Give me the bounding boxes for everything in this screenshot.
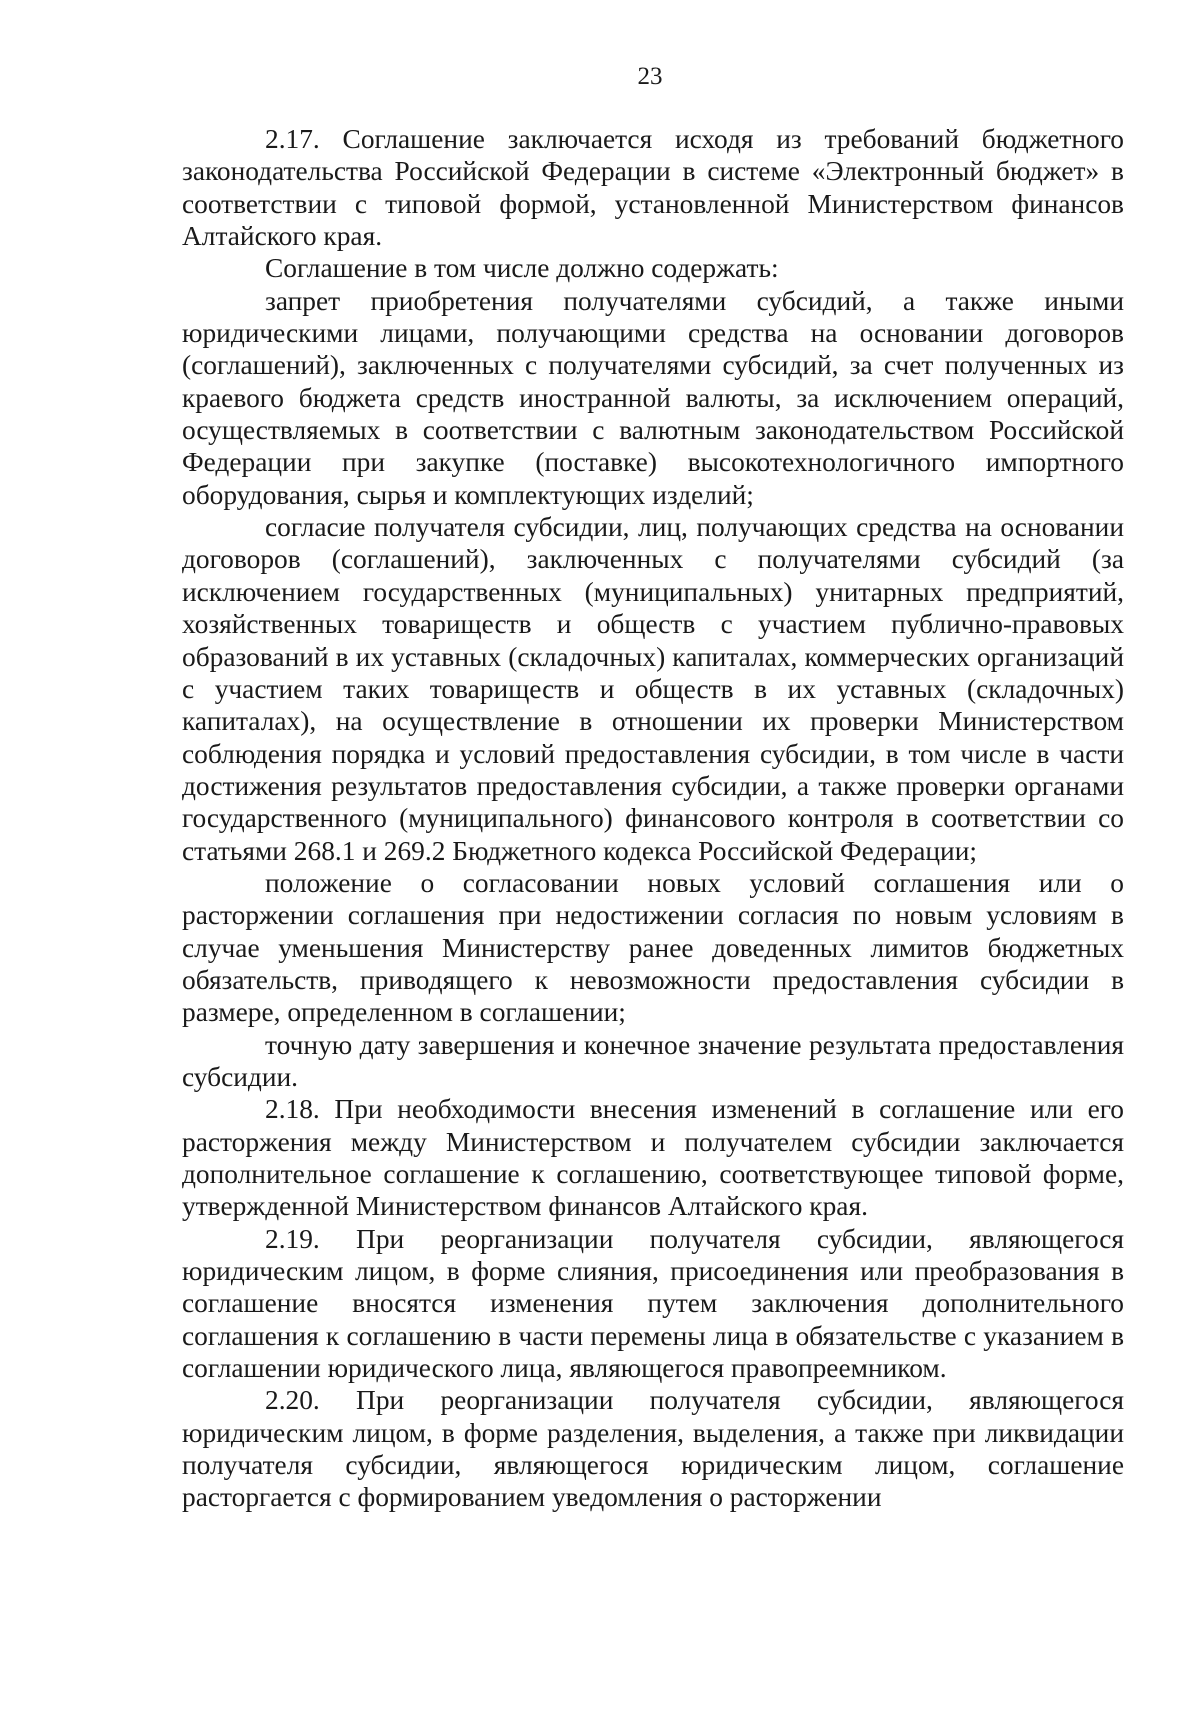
paragraph-agreement-contents: Соглашение в том числе должно содержать: (265, 253, 779, 284)
page-number: 23 (637, 63, 663, 90)
paragraph-new-conditions: положение о согласовании новых условий соглашения или о расторжении соглашения при недостижении согласия по новым условиям в случае уменьшения Министерству ранее доведенных лимитов бюджетных обязательств, приводящего к невозможности предоставления субсидии в размере, определенном в соглашении; (182, 867, 1124, 1028)
paragraph-2-18: 2.18. При необходимости внесения изменений в соглашение или его расторжения между Министерством и получателем субсидии заключается дополнительное соглашение к соглашению, соответствующее типовой форме, утвержденной Министерством финансов Алтайского края. (182, 1094, 1124, 1222)
paragraph-2-19: 2.19. При реорганизации получателя субсидии, являющегося юридическим лицом, в форме слияния, присоединения или преобразования в соглашение вносятся изменения путем заключения дополнительного соглашения к соглашению в части перемены лица в обязательстве с указанием в соглашении юридического лица, являющегося правопреемником. (182, 1223, 1124, 1384)
paragraph-completion-date: точную дату завершения и конечное значение результата предоставления субсидии. (182, 1029, 1124, 1092)
paragraph-2-20: 2.20. При реорганизации получателя субсидии, являющегося юридическим лицом, в форме разделения, выделения, а также при ликвидации получателя субсидии, являющегося юридическим лицом, соглашение расторгается с формированием уведомления о расторжении (182, 1385, 1124, 1513)
paragraph-2-17: 2.17. Соглашение заключается исходя из требований бюджетного законодательства Российской Федерации в системе «Электронный бюджет» в соответствии с типовой формой, установленной Министерством финансов Алтайского края. (182, 124, 1124, 252)
paragraph-inspection-consent: согласие получателя субсидии, лиц, получающих средства на основании договоров (соглашений), заключенных с получателями субсидий (за исключением государственных (муниципальных) унитарных предприятий, хозяйственных товариществ и обществ с участием публично-правовых образований в их уставных (складочных) капиталах, коммерческих организаций с участием таких товариществ и обществ в их уставных (складочных) капиталах), на осуществление в отношении их проверки Министерством соблюдения порядка и условий предоставления субсидии, в том числе в части достижения результатов предоставления субсидии, а также проверки органами государственного (муниципального) финансового контроля в соответствии со статьями 268.1 и 269.2 Бюджетного кодекса Российской Федерации; (182, 512, 1124, 866)
paragraph-currency-prohibition: запрет приобретения получателями субсидий, а также иными юридическими лицами, получающими средства на основании договоров (соглашений), заключенных с получателями субсидий, за счет полученных из краевого бюджета средств иностранной валюты, за исключением операций, осуществляемых в соответствии с валютным законодательством Российской Федерации при закупке (поставке) высокотехнологичного импортного оборудования, сырья и комплектующих изделий; (182, 285, 1124, 510)
document-body (182, 123, 1124, 1514)
